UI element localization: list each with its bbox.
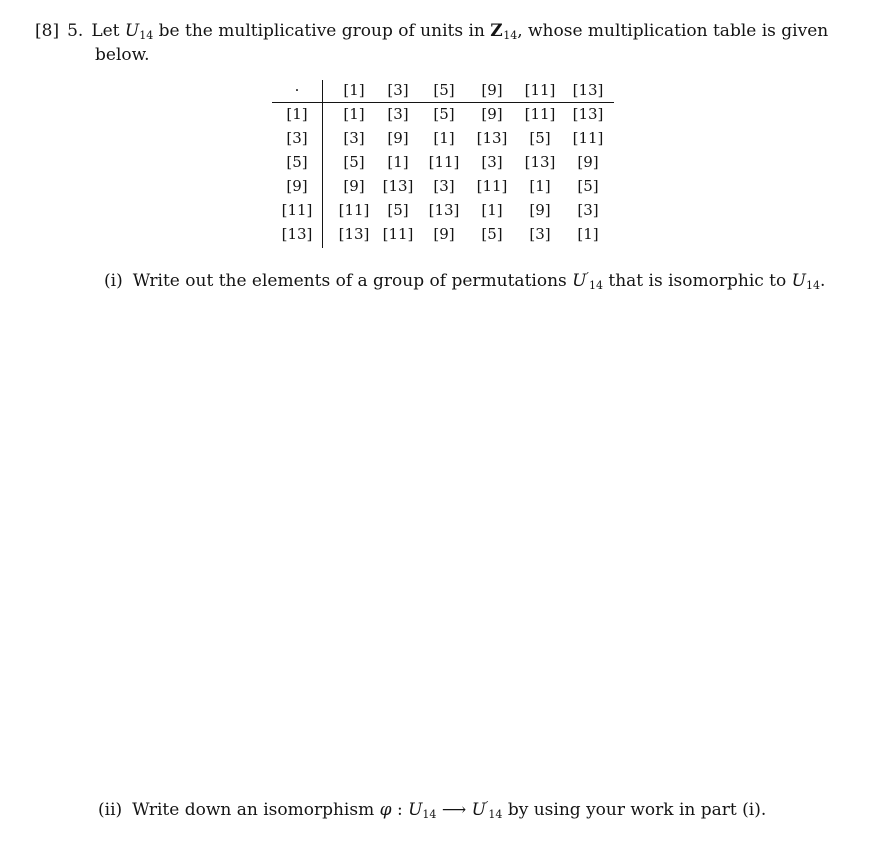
table-cell: [3] <box>387 105 409 123</box>
table-cell: [1] <box>529 177 551 195</box>
table-cell: [3] <box>529 225 551 243</box>
part-i-label: (i) <box>104 271 123 291</box>
colon-symbol: : <box>396 800 403 820</box>
table-cell: [1] <box>433 129 455 147</box>
table-row-label: [3] <box>286 129 308 147</box>
group-symbol: U <box>791 271 806 291</box>
table-row-label: [13] <box>281 225 313 243</box>
table-cell: [3] <box>577 201 599 219</box>
table-cell: [13] <box>476 129 508 147</box>
table-horizontal-rule <box>272 102 614 103</box>
table-cell: [9] <box>433 225 455 243</box>
ring-subscript: 14 <box>503 29 518 42</box>
ring-symbol: Z <box>490 21 504 41</box>
part-ii-text-2: by using your work in part (i). <box>507 800 767 820</box>
table-cell: [13] <box>572 105 604 123</box>
table-cell: [5] <box>481 225 503 243</box>
perm-group-prime: ′ <box>586 270 589 283</box>
table-row <box>272 224 614 245</box>
table-row-label: [5] <box>286 153 308 171</box>
part-ii-text-1: Write down an isomorphism <box>132 800 375 820</box>
problem-text-3: , whose multiplication table is given <box>517 21 829 41</box>
table-cell: [1] <box>481 201 503 219</box>
table-row-label: [11] <box>281 201 313 219</box>
problem-number: 5. <box>67 21 84 41</box>
perm-group-subscript: 14 <box>588 279 603 292</box>
table-cell: [9] <box>529 201 551 219</box>
table-header-cell: [5] <box>433 81 455 99</box>
table-cell: [9] <box>343 177 365 195</box>
table-cell: [5] <box>529 129 551 147</box>
table-header-cell: [9] <box>481 81 503 99</box>
perm-group-symbol: U <box>572 271 587 291</box>
table-cell: [5] <box>577 177 599 195</box>
table-cell: [5] <box>433 105 455 123</box>
table-row <box>272 176 614 197</box>
table-header-cell: [3] <box>387 81 409 99</box>
table-cell: [11] <box>428 153 460 171</box>
table-row <box>272 200 614 221</box>
points-badge: [8] <box>35 21 60 41</box>
table-cell: [9] <box>577 153 599 171</box>
perm-group-prime: ′ <box>485 799 489 812</box>
table-cell: [3] <box>343 129 365 147</box>
table-cell: [13] <box>524 153 556 171</box>
table-cell: [11] <box>476 177 508 195</box>
table-row <box>272 128 614 149</box>
table-cell: [1] <box>577 225 599 243</box>
perm-group-subscript: 14 <box>488 808 503 821</box>
table-row-label: [9] <box>286 177 308 195</box>
table-header-row <box>272 80 614 101</box>
problem-text-1: Let <box>91 21 120 41</box>
table-cell: [13] <box>338 225 370 243</box>
part-i-period: . <box>819 271 826 291</box>
group-subscript: 14 <box>805 279 820 292</box>
part-i-question <box>104 270 825 292</box>
table-cell: [9] <box>387 129 409 147</box>
group-symbol: U <box>408 800 423 820</box>
table-cell: [11] <box>338 201 370 219</box>
arrow-symbol: ⟶ <box>441 800 467 820</box>
part-i-text-2: that is isomorphic to <box>608 271 787 291</box>
problem-text-2: be the multiplicative group of units in <box>158 21 485 41</box>
part-ii-question <box>98 799 766 821</box>
table-header-cell: [1] <box>343 81 365 99</box>
problem-statement-continued: below. <box>95 45 150 65</box>
table-header-cell: [13] <box>572 81 604 99</box>
group-symbol: U <box>124 21 140 41</box>
table-cell: [3] <box>481 153 503 171</box>
part-i-text-1: Write out the elements of a group of permutations <box>132 271 567 291</box>
table-row <box>272 152 614 173</box>
table-row <box>272 104 614 125</box>
problem-statement <box>35 20 835 42</box>
table-cell: [13] <box>382 177 414 195</box>
table-row-label: [1] <box>286 105 308 123</box>
table-cell: [11] <box>572 129 604 147</box>
table-cell: [13] <box>428 201 460 219</box>
perm-group-symbol: U <box>471 800 486 820</box>
table-cell: [5] <box>387 201 409 219</box>
table-cell: [1] <box>343 105 365 123</box>
table-cell: [1] <box>387 153 409 171</box>
table-cell: [5] <box>343 153 365 171</box>
table-cell: [3] <box>433 177 455 195</box>
group-subscript: 14 <box>422 808 437 821</box>
table-corner-symbol: · <box>294 81 300 99</box>
part-ii-label: (ii) <box>98 800 123 820</box>
group-subscript: 14 <box>139 29 154 42</box>
multiplication-table <box>272 80 614 250</box>
table-cell: [9] <box>481 105 503 123</box>
table-cell: [11] <box>524 105 556 123</box>
phi-symbol: φ <box>379 800 392 820</box>
table-header-cell: [11] <box>524 81 556 99</box>
table-cell: [11] <box>382 225 414 243</box>
